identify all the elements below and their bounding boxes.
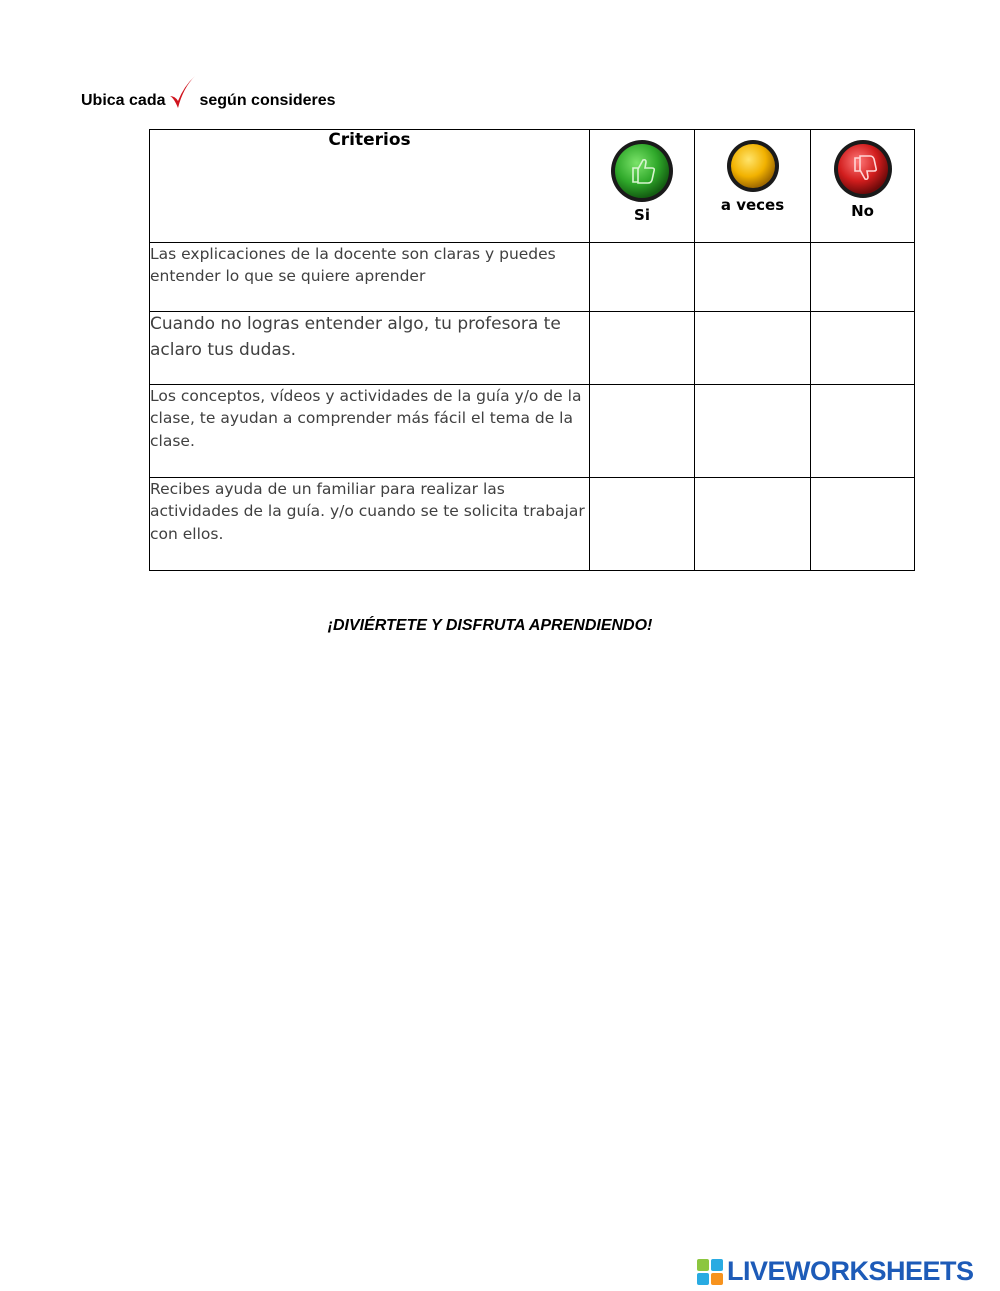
criterion-cell: Los conceptos, vídeos y actividades de la guía y/o de la clase, te ayudan a comprender más fácil el tema de la clase. bbox=[150, 385, 590, 478]
answer-cell-a-veces[interactable] bbox=[695, 478, 811, 571]
answer-cell-a-veces[interactable] bbox=[695, 385, 811, 478]
instruction-text-after: según consideres bbox=[199, 92, 336, 109]
red-checkmark-icon bbox=[167, 74, 197, 112]
brand-name: LIVEWORKSHEETS bbox=[727, 1256, 974, 1286]
answer-cell-no[interactable] bbox=[811, 243, 915, 312]
instruction-text-before: Ubica cada bbox=[81, 92, 166, 109]
thumbs-up-icon bbox=[609, 138, 675, 204]
brand-watermark bbox=[697, 1256, 974, 1287]
criterion-cell: Recibes ayuda de un familiar para realizar las actividades de la guía. y/o cuando se te solicita trabajar con ellos. bbox=[150, 478, 590, 571]
answer-cell-si[interactable] bbox=[590, 385, 695, 478]
answer-cell-si[interactable] bbox=[590, 312, 695, 385]
table-row bbox=[150, 312, 915, 385]
criterion-cell: Las explicaciones de la docente son claras y puedes entender lo que se quiere aprender bbox=[150, 243, 590, 312]
table-row bbox=[150, 385, 915, 478]
option-si-header bbox=[590, 130, 695, 243]
option-a-veces-label: a veces bbox=[720, 196, 785, 214]
answer-cell-a-veces[interactable] bbox=[695, 243, 811, 312]
answer-cell-si[interactable] bbox=[590, 478, 695, 571]
criteria-header: Criterios bbox=[150, 130, 590, 243]
option-no-label: No bbox=[851, 202, 874, 220]
answer-cell-no[interactable] bbox=[811, 478, 915, 571]
self-assessment-table bbox=[149, 129, 915, 571]
option-no-header bbox=[811, 130, 915, 243]
answer-cell-no[interactable] bbox=[811, 385, 915, 478]
yellow-circle-icon bbox=[725, 138, 781, 194]
liveworksheets-logo-icon bbox=[697, 1259, 723, 1285]
answer-cell-no[interactable] bbox=[811, 312, 915, 385]
option-a-veces-header bbox=[695, 130, 811, 243]
criterion-cell: Cuando no logras entender algo, tu profesora te aclaro tus dudas. bbox=[150, 312, 590, 385]
option-si-label: Si bbox=[634, 206, 650, 224]
table-row bbox=[150, 478, 915, 571]
answer-cell-si[interactable] bbox=[590, 243, 695, 312]
closing-message: ¡DIVIÉRTETE Y DISFRUTA APRENDIENDO! bbox=[327, 617, 653, 634]
instruction bbox=[81, 72, 336, 112]
table-row bbox=[150, 243, 915, 312]
answer-cell-a-veces[interactable] bbox=[695, 312, 811, 385]
thumbs-down-icon bbox=[832, 138, 894, 200]
table-header-row bbox=[150, 130, 915, 243]
